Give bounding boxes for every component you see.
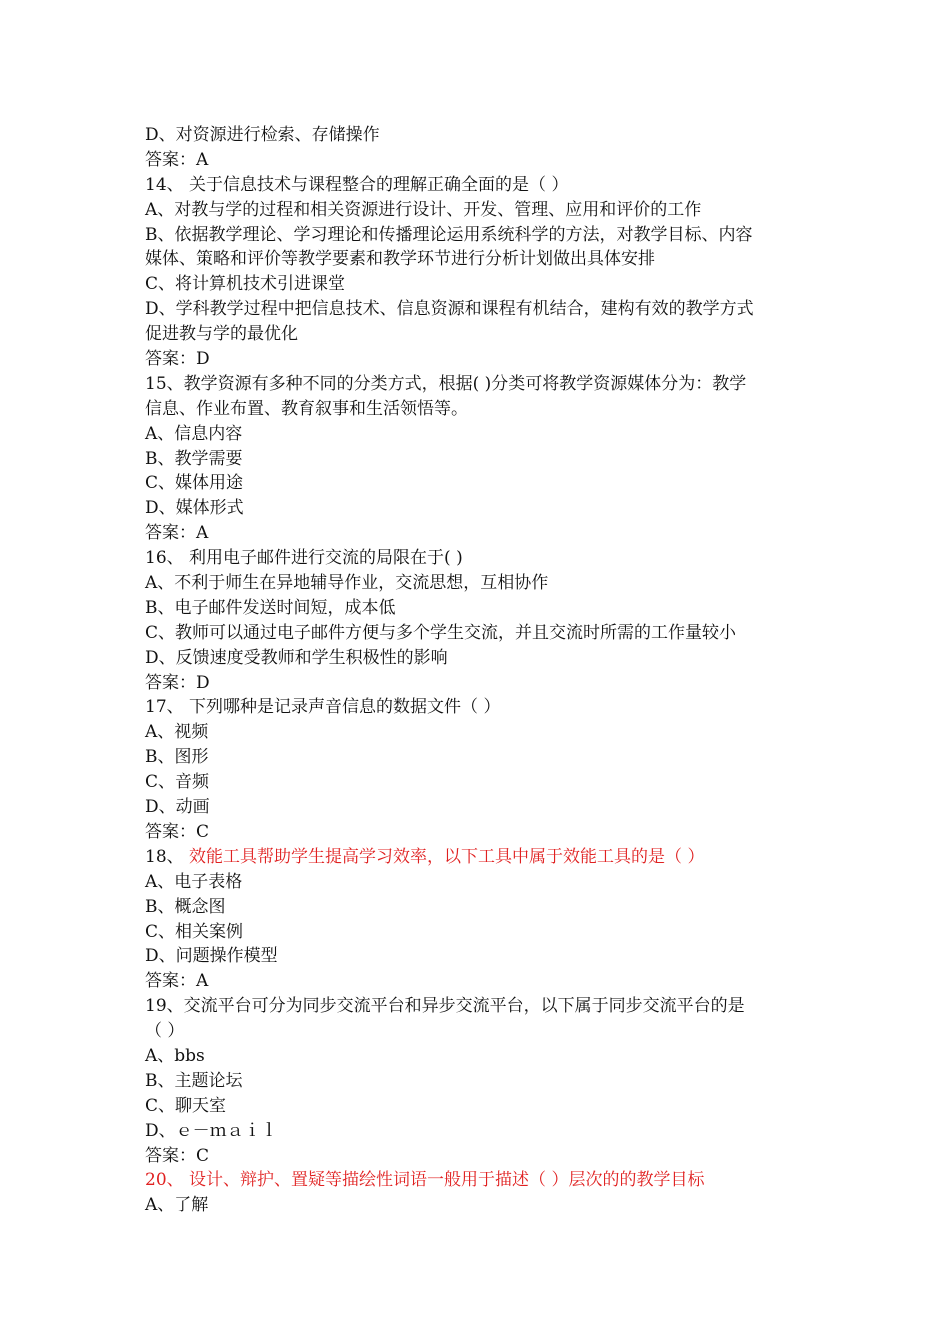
option-c-line: C、教师可以通过电子邮件方便与多个学生交流，并且交流时所需的工作量较小 [145, 622, 737, 643]
question-list [145, 123, 810, 1218]
option-c-line: C、聊天室 [145, 1095, 227, 1116]
option-d-line: D、学科教学过程中把信息技术、信息资源和课程有机结合，建构有效的教学方式 [145, 299, 754, 320]
answer-line: 答案：C [145, 1145, 210, 1166]
option-b-line: B、教学需要 [145, 448, 243, 469]
option-c-line: C、相关案例 [145, 921, 244, 942]
option-b-continued: 媒体、策略和评价等教学要素和教学环节进行分析计划做出具体安排 [145, 249, 655, 270]
question-18 [145, 845, 810, 870]
question-17: 17、 下列哪种是记录声音信息的数据文件（ ） [145, 697, 501, 718]
option-b-line: B、概念图 [145, 896, 226, 917]
option-a-line: A、对教与学的过程和相关资源进行设计、开发、管理、应用和评价的工作 [145, 199, 702, 220]
option-a-line: A、bbs [145, 1045, 205, 1066]
option-b-line: B、图形 [145, 747, 209, 768]
option-b-line: B、依据教学理论、学习理论和传播理论运用系统科学的方法，对教学目标、内容 [145, 224, 753, 245]
option-a-line: A、电子表格 [145, 871, 243, 892]
question-19-continued: （ ） [145, 1021, 185, 1042]
option-c-line: C、音频 [145, 772, 210, 793]
question-15-continued: 信息、作业布置、教育叙事和生活领悟等。 [145, 398, 468, 419]
question-19: 19、交流平台可分为同步交流平台和异步交流平台，以下属于同步交流平台的是 [145, 996, 745, 1017]
answer-line: 答案：A [145, 149, 209, 170]
answer-line: 答案：D [145, 349, 210, 370]
question-18-highlighted-text: 效能工具帮助学生提高学习效率，以下工具中属于效能工具的是（ ） [189, 846, 705, 867]
option-a-line: A、信息内容 [145, 423, 243, 444]
option-d-line: D、问题操作模型 [145, 946, 278, 967]
question-18-number: 18、 [145, 846, 190, 867]
question-14: 14、 关于信息技术与课程整合的理解正确全面的是（ ） [145, 174, 569, 195]
answer-line: 答案：A [145, 971, 209, 992]
option-c-line: C、将计算机技术引进课堂 [145, 274, 346, 295]
option-d-line: D、反馈速度受教师和学生积极性的影响 [145, 647, 448, 668]
option-d-line: D、ｅ－ｍａｉｌ [145, 1120, 278, 1141]
question-15: 15、教学资源有多种不同的分类方式，根据( )分类可将教学资源媒体分为：教学 [145, 373, 747, 394]
question-20: 20、 设计、辩护、置疑等描绘性词语一般用于描述（ ）层次的的教学目标 [145, 1170, 705, 1191]
option-a-line: A、了解 [145, 1195, 209, 1216]
option-d-line: D、动画 [145, 797, 210, 818]
answer-line: 答案：D [145, 672, 210, 693]
option-c-line: C、媒体用途 [145, 473, 244, 494]
option-b-line: B、电子邮件发送时间短，成本低 [145, 597, 396, 618]
option-d-line: D、对资源进行检索、存储操作 [145, 125, 380, 145]
option-d-continued: 促进教与学的最优化 [145, 324, 298, 345]
answer-line: 答案：C [145, 821, 210, 842]
option-b-line: B、主题论坛 [145, 1070, 243, 1091]
option-d-line: D、媒体形式 [145, 498, 244, 519]
option-a-line: A、视频 [145, 722, 209, 743]
question-16: 16、 利用电子邮件进行交流的局限在于( ) [145, 548, 463, 569]
option-a-line: A、不利于师生在异地辅导作业，交流思想，互相协作 [145, 573, 549, 594]
answer-line: 答案：A [145, 523, 209, 544]
